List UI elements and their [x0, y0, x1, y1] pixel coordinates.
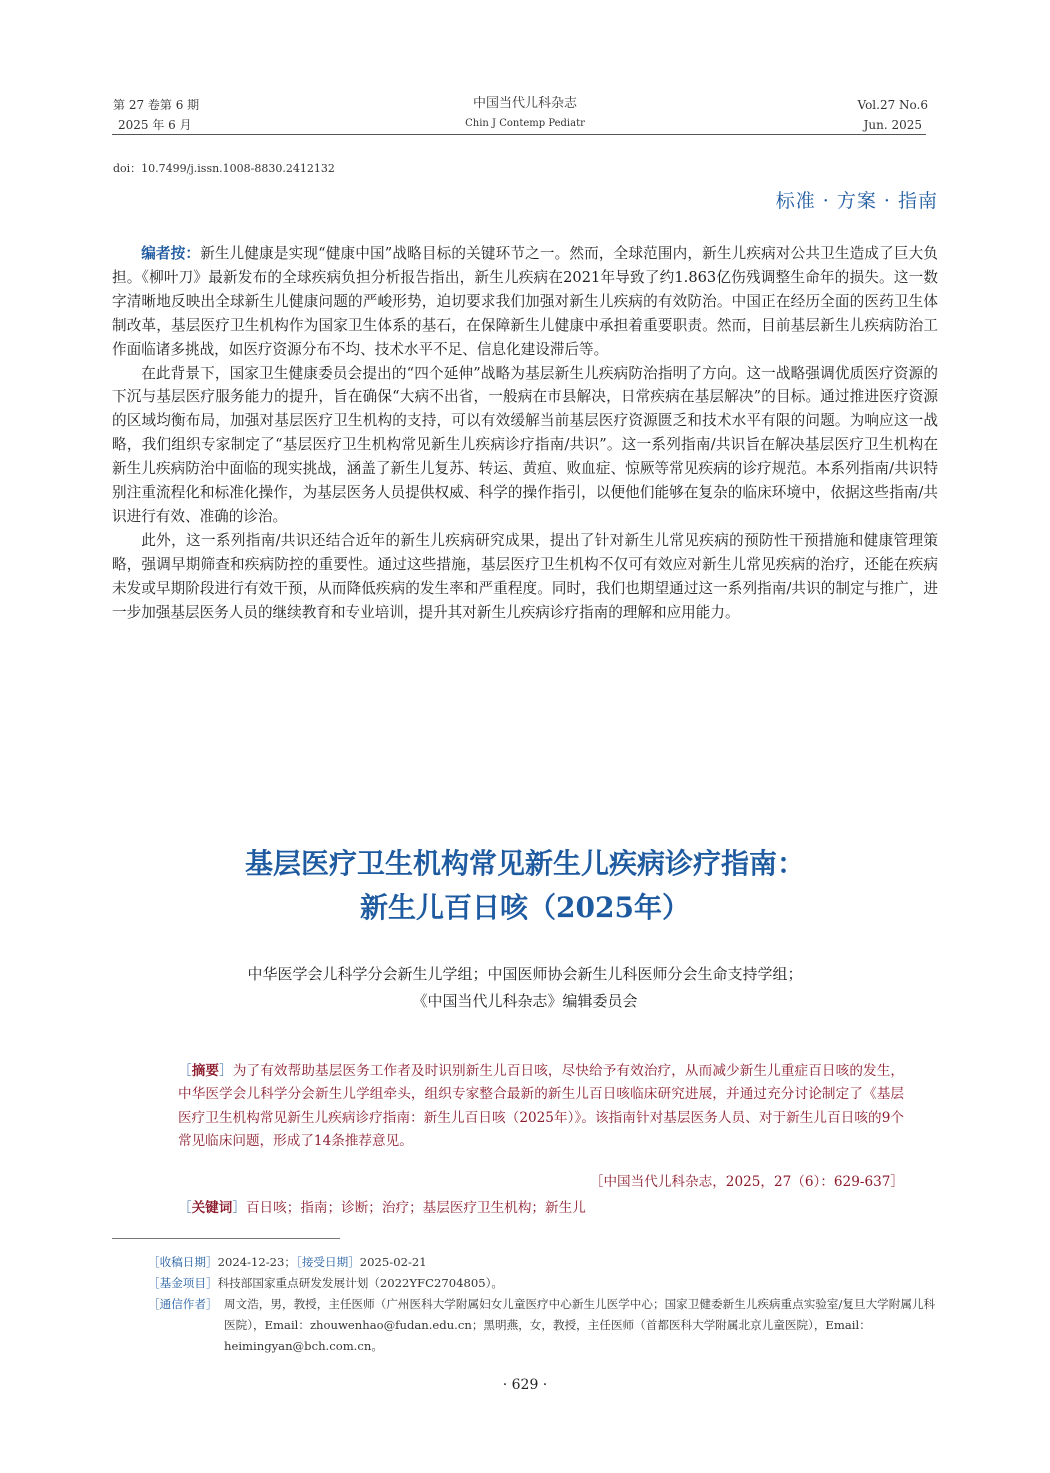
received-date: 2024-12-23；	[217, 1255, 297, 1269]
accepted-date: 2025-02-21	[359, 1255, 427, 1269]
header-rule	[112, 134, 926, 135]
authors-line-2: 《中国当代儿科杂志》编辑委员会	[412, 992, 638, 1010]
keywords-bracket-close: ］	[232, 1200, 246, 1216]
editorial-lead: 编者按：	[141, 245, 201, 262]
corresponding-text: 周文浩，男，教授，主任医师（广州医科大学附属妇女儿童医疗中心新生儿医学中心；国家卫健委新生儿疾病重点实验室/复旦大学附属儿科医院），Email：zhouwenhao@fudan.edu.cn；黑明燕，女，教授，主任医师（首都医科大学附属北京儿童医院），Email：heimingyan@bch.com.cn。	[224, 1297, 936, 1353]
footnote-corresponding	[148, 1294, 938, 1357]
header-date: 2025 年 6 月	[118, 118, 192, 132]
editorial-paragraph-1	[112, 242, 938, 362]
fund-label: ［基金项目］	[148, 1276, 218, 1290]
doi: doi：10.7499/j.issn.1008-8830.2412132	[113, 162, 335, 175]
editorial-text-1: 新生儿健康是实现“健康中国”战略目标的关键环节之一。然而，全球范围内，新生儿疾病对公共卫生造成了巨大负担。《柳叶刀》最新发布的全球疾病负担分析报告指出，新生儿疾病在2021年导致了约1.863亿伤残调整生命年的损失。这一数字清晰地反映出全球新生儿健康问题的严峻形势，迫切要求我们加强对新生儿疾病的有效防治。中国正在经历全面的医药卫生体制改革，基层医疗卫生机构作为国家卫生体系的基石，在保障新生儿健康中承担着重要职责。然而，目前基层新生儿疾病防治工作面临诸多挑战，如医疗资源分布不均、技术水平不足、信息化建设滞后等。	[112, 245, 938, 358]
keywords-bracket-open: ［	[178, 1200, 192, 1216]
received-label: ［收稿日期］	[148, 1255, 218, 1269]
abstract-text: 为了有效帮助基层医务工作者及时识别新生儿百日咳，尽快给予有效治疗，从而减少新生儿重症百日咳的发生，中华医学会儿科学分会新生儿学组牵头，组织专家整合最新的新生儿百日咳临床研究进展，并通过充分讨论制定了《基层医疗卫生机构常见新生儿疾病诊疗指南：新生儿百日咳（2025年）》。该指南针对基层医务人员、对于新生儿百日咳的9个常见临床问题，形成了14条推荐意见。	[178, 1063, 905, 1149]
editorial	[112, 242, 938, 625]
header-vol-en: Vol.27 No.6	[857, 98, 928, 112]
article-title	[0, 842, 1050, 930]
editorial-paragraph-2: 在此背景下，国家卫生健康委员会提出的“四个延伸”战略为基层新生儿疾病防治指明了方向。这一战略强调优质医疗资源的下沉与基层医疗服务能力的提升，旨在确保“大病不出省，一般病在市县解决，日常疾病在基层解决”的目标。通过推进医疗资源的区域均衡布局，加强对基层医疗卫生机构的支持，可以有效缓解当前基层医疗资源匮乏和技术水平有限的问题。为响应这一战略，我们组织专家制定了“基层医疗卫生机构常见新生儿疾病诊疗指南/共识”。这一系列指南/共识旨在解决基层医疗卫生机构在新生儿疾病防治中面临的现实挑战，涵盖了新生儿复苏、转运、黄疸、败血症、惊厥等常见疾病的诊疗规范。本系列指南/共识特别注重流程化和标准化操作，为基层医务人员提供权威、科学的操作指引，以便他们能够在复杂的临床环境中，依据这些指南/共识进行有效、准确的诊治。	[112, 364, 938, 525]
footnote-fund	[148, 1273, 938, 1294]
footnotes	[148, 1252, 938, 1357]
corresponding-label: ［通信作者］	[148, 1297, 218, 1311]
accepted-label: ［接受日期］	[296, 1255, 360, 1269]
keywords	[178, 1196, 904, 1216]
header-journal-title: 中国当代儿科杂志	[472, 96, 577, 111]
keywords-label: 关键词	[191, 1200, 233, 1216]
abstract-label: 摘要	[191, 1063, 220, 1079]
abstract-bracket-close: ］	[219, 1063, 233, 1079]
page-number: · 629 ·	[502, 1377, 548, 1393]
abstract-bracket-open: ［	[178, 1063, 192, 1079]
keywords-text: 百日咳；指南；诊断；治疗；基层医疗卫生机构；新生儿	[245, 1200, 586, 1216]
authors-line-1: 中华医学会儿科学分会新生儿学组；中国医师协会新生儿科医师分会生命支持学组；	[247, 965, 803, 983]
header-date-en: Jun. 2025	[863, 118, 922, 132]
section-tag: 标准 · 方案 · 指南	[775, 190, 938, 212]
footnote-rule	[112, 1238, 340, 1239]
fund-text: 科技部国家重点研发发展计划（2022YFC2704805）。	[217, 1276, 503, 1290]
header-volume: 第 27 卷第 6 期	[113, 98, 200, 112]
editorial-paragraph-3: 此外，这一系列指南/共识还结合近年的新生儿疾病研究成果，提出了针对新生儿常见疾病的预防性干预措施和健康管理策略，强调早期筛查和疾病防控的重要性。通过这些措施，基层医疗卫生机构不仅可有效应对新生儿常见疾病的治疗，还能在疾病未发或早期阶段进行有效干预，从而降低疾病的发生率和严重程度。同时，我们也期望通过这一系列指南/共识的制定与推广，进一步加强基层医务人员的继续教育和专业培训，提升其对新生儿疾病诊疗指南的理解和应用能力。	[112, 531, 938, 621]
footnote-dates	[148, 1252, 938, 1273]
header-journal-subtitle: Chin J Contemp Pediatr	[465, 118, 585, 129]
article-title-line-2: 新生儿百日咳（2025年）	[360, 891, 690, 924]
article-title-line-1: 基层医疗卫生机构常见新生儿疾病诊疗指南：	[244, 847, 805, 880]
abstract	[178, 1060, 904, 1153]
citation: ［中国当代儿科杂志，2025，27（6）：629-637］	[589, 1174, 904, 1190]
authors	[0, 961, 1050, 1015]
